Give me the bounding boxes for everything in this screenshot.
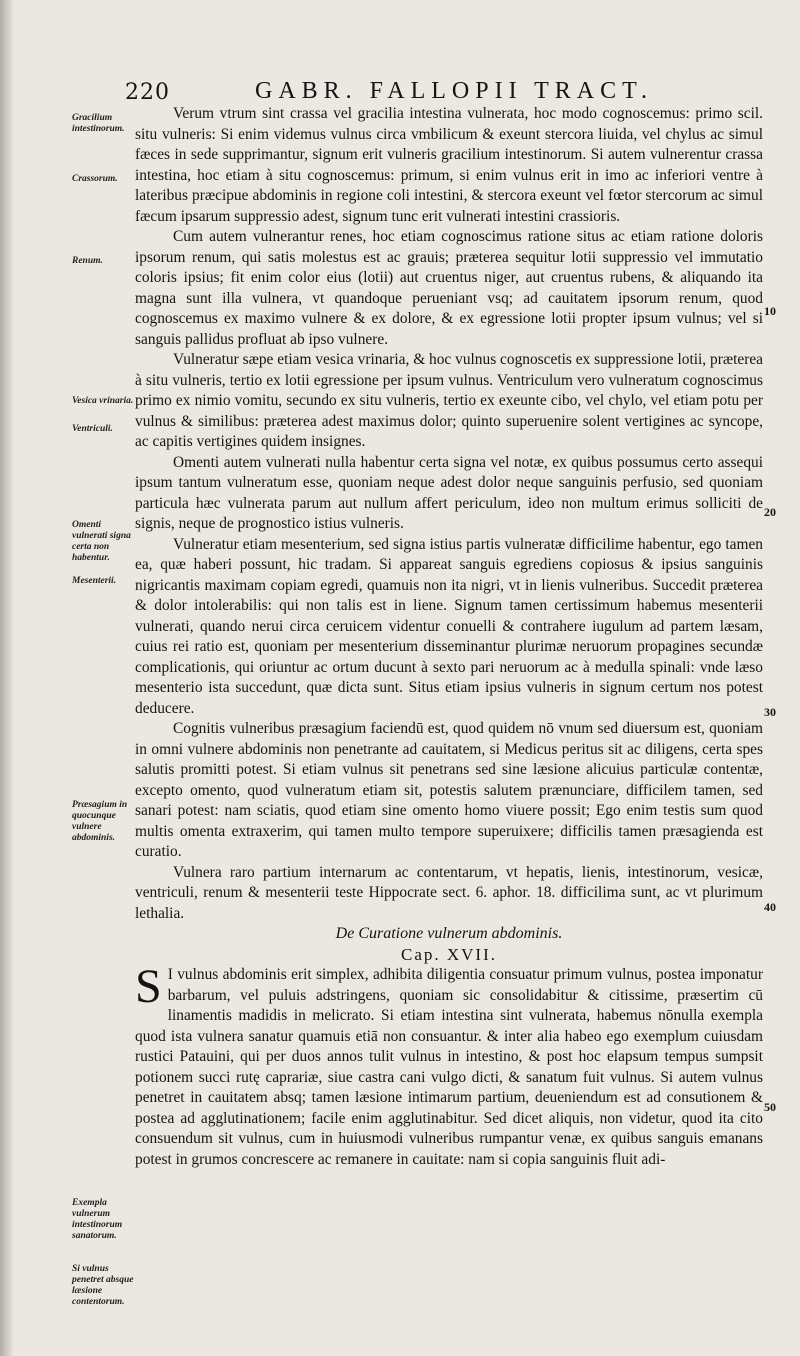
paragraph: Omenti autem vulnerati nulla habentur certa signa vel notæ, ex quibus possumus certo assequi ipsum tantum vulneratum esse, quoniam neque adest dolor neque sanguinis perfusio, sed quoniam particula hæc vulnerata parum aut nullum affert periculum, ideo non multum erimus solliciti de signis, neque de prognostico istius vulneris. — [135, 453, 763, 532]
margin-note: Si vulnus penetret absque læsione contentorum. — [72, 1264, 134, 1307]
margin-note: Ventriculi. — [72, 424, 113, 434]
paragraph: Vulneratur sæpe etiam vesica vrinaria, & hoc vulnus cognoscetis ex suppressione lotii, præterea à situ vulneris, tertio ex lotii egressione per ipsum vulnus. Ventriculum vero vulneratum cognoscimus primo ex nimio vomitu, secundo ex situ vulneris, tertio ex exeunte cibo, vel chylo, vel etiam potu per vulnus & similibus: præterea adest maximus dolor; quinto superuenire solent vertigines ac syncope, ac capitis vertigines quidem insignes. — [135, 351, 763, 450]
line-number: 30 — [764, 705, 776, 719]
chapter-text: I vulnus abdominis erit simplex, adhibita diligentia consuatur primum vulnus, postea imponatur barbarum, vel puluis adstringens, quoniam sic consolidabitur & citissime, præsertim cū linamentis madidis in melicrato. Si etiam intestina sint vulnerata, habemus nōnulla exempla quod ista vulnera sanatur quamuis etiā non consuantur. & inter alia habeo ego exemplum cuiusdam rustici Patauini, qui per duos annos tulit vulnus in intestino, & post hoc elapsum tempus sumpsit potionem succi rutę caprariæ, siue castra cani vulgo dicti, & sanatum fuit vulnus. Si autem vulnus penetret in cauitatem absq; tamen læsione intimarum partium, deueniendum est ad consutionem & postea ad agglutinationem; facile enim agglutinabitur. Sed dicet aliquis, non videtur, quod ita cito consuendum sit vulnus, cum in huiusmodi vulneribus rumpantur venæ, ex quibus sanguis emanans potest in grumos concrescere ac remanere in cauitate: nam si copia sanguinis fluit adi- — [135, 966, 763, 1168]
margin-note: Omenti vulnerati signa certa non habentur. — [72, 520, 131, 563]
margin-note: Exempla vulnerum intestinorum sanatorum. — [72, 1198, 123, 1241]
section-title: De Curatione vulnerum abdominis. — [335, 925, 563, 942]
running-title: GABR. FALLOPII TRACT. — [255, 78, 654, 104]
chapter-paragraph — [135, 960, 763, 1170]
margin-note: Crassorum. — [72, 174, 118, 184]
paragraph: Verum vtrum sint crassa vel gracilia intestina vulnerata, hoc modo cognoscemus: primo scil. situ vulneris: Si enim videmus vulnus circa vmbilicum & exeunt stercora liuida, vel chylus ac simul fæces in sede supprimantur, signum erit vulneris gracilium intestinorum. Si autem vulnerentur crassa intestina, hoc etiam à situ cognoscemus: primum, si enim vulnus erit in imo ac inferiori ventre à lateribus præcipue abdominis in regione coli intestini, & stercora exeunt vel fœtor stercorum ac simul fæcum ipsarum suppressio adest, signum tunc erit vulnerati intestini crassioris. — [135, 105, 763, 225]
margin-note: Mesenterii. — [72, 576, 117, 586]
drop-cap: S — [135, 960, 162, 1013]
margin-note: Vesica vrinaria. — [72, 396, 134, 406]
line-number: 40 — [764, 900, 776, 914]
main-text — [135, 104, 763, 1170]
paragraph: Cognitis vulneribus præsagium faciendū est, quod quidem nō vnum sed diuersum est, quoniam in omni vulnere abdominis non penetrante ad cauitatem, si Medicus peritus sit ac diligens, certa spes salutis promitti potest. Si etiam vulnus sit penetrans sed sine læsione alicuius particulæ contentæ, excepto omento, quod vulneratum etiam sit, potestis salutem prænunciare, difficilem tamen, sed sanari potest: nam sciatis, quod etiam sine omento homo viuere possit; Ego enim testis sum quod multis omenta extraxerim, qui tamen multo tempore superuixere; difficilis tamen præsagienda est curatio. — [135, 720, 763, 860]
margin-note: Renum. — [72, 256, 103, 266]
chapter-title: Cap. XVII. — [400, 944, 497, 964]
paragraph: Cum autem vulnerantur renes, hoc etiam cognoscimus ratione situs ac etiam ratione doloris ipsorum renum, qui satis molestus est ac grauis; præterea sequitur lotii suppressio vel immutatio coloris ipsius; fit enim color eius (lotii) aut cruentus niger, aut cruentus rubens, & aliquando ita magna sunt illa vulnera, vt quandoque perueniant vsq; ad cauitatem ipsorum renum, quod cognoscemus ex maximo vulnere & ex dolore, & ex egressione lotii propter ipsum vulnus; vel si sanguis pallidus profluat ab ipso vulnere. — [135, 228, 763, 348]
page-number: 220 — [125, 80, 170, 105]
paragraph: Vulneratur etiam mesenterium, sed signa istius partis vulneratæ difficilime habentur, ego tamen ea, quæ haberi possunt, hic tradam. Si appareat sanguis egrediens copiosus & ipsius sanguinis nigricantis maximam copiam egredi, quamuis non ita nigri, vt in lienis vulneribus. Succedit præterea & dolor intolerabilis: qui non talis est in liene. Signum tamen certissimum habemus mesenterii vulnerati, quando nerui circa ceruicem videntur conuelli & contrahere iugulum ad partem læsam, cuius rei ratio est, quoniam per mesenterium disseminantur plurimæ neruorum propagines secundæ complicationis, qui oriuntur ac ortum ducunt à sexto pari neruorum ac à medulla spinali: vnde læso mesenterio ista succedunt, quæ dicta sunt. Situs etiam ipsius vulneris in signum certum nos potest deducere. — [135, 535, 763, 717]
line-number: 10 — [764, 304, 776, 318]
line-number: 20 — [764, 505, 776, 519]
margin-note: Gracilium intestinorum. — [72, 113, 125, 134]
line-number: 50 — [764, 1100, 776, 1114]
paragraph: Vulnera raro partium internarum ac contentarum, vt hepatis, lienis, intestinorum, vesicæ, ventriculi, renum & mesenterii teste Hippocrate sect. 6. aphor. 18. difficilima sunt, ac vt plurimum lethalia. — [135, 863, 763, 922]
margin-note: Præsagium in quocunque vulnere abdominis. — [72, 800, 128, 843]
